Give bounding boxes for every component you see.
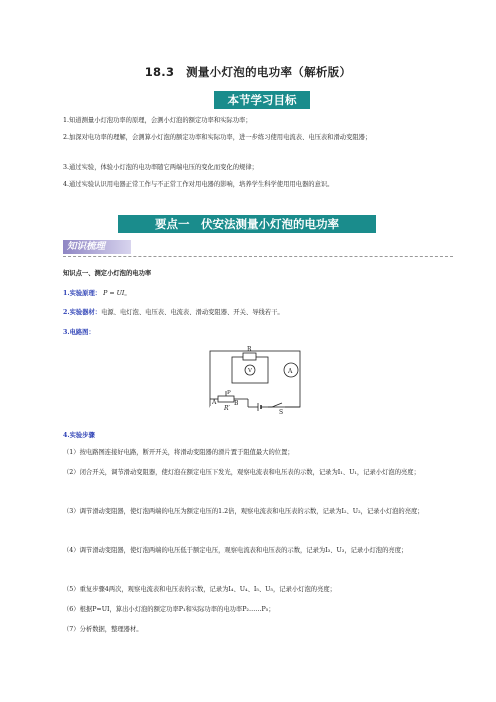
label-B: B: [234, 400, 239, 407]
step-7: （7）分析数据，整理器材。: [63, 626, 143, 633]
step-4: （4）调节滑动变阻器，使灯泡两端的电压低于额定电压，观察电流表和电压表的示数，记录为I₃、U₃，记录小灯泡的亮度；: [63, 547, 408, 554]
step-6: （6）根据P=UI，算出小灯泡的额定功率P₁和实际功率的电功率P₂……P₅；: [63, 606, 275, 613]
objective-4: 4.通过实验认识用电器正常工作与不正常工作对用电器的影响，培养学生科学使用用电器的意识。: [63, 181, 334, 188]
objective-1: 1.知道测量小灯泡功率的原理，会测小灯泡的额定功率和实际功率；: [63, 117, 252, 124]
circuit-diagram: [200, 341, 310, 421]
knowledge-summary-label: 知识梳理: [63, 240, 131, 254]
step-1: （1）按电路图连接好电路，断开开关，将滑动变阻器的滑片置于阻值最大的位置；: [63, 449, 294, 456]
principle-end: 。: [124, 290, 131, 297]
label-Rprime: R′: [224, 405, 230, 412]
principle-label: 1.实验原理：: [63, 290, 102, 297]
label-P: P: [227, 390, 231, 396]
step-5: （5）重复步骤4两次，观察电流表和电压表的示数，记录为I₄、U₄、I₅、U₅，记录小灯泡的亮度；: [63, 586, 336, 593]
equipment-label: 2.实验器材：: [63, 309, 102, 316]
label-R: R: [247, 346, 252, 353]
dashed-divider: [63, 256, 453, 257]
label-V: V: [248, 368, 252, 374]
section-banner-objectives: 本节学习目标: [214, 91, 310, 109]
step-3: （3）调节滑动变阻器，使灯泡两端的电压为额定电压的1.2倍，观察电流表和电压表的示数，记录为I₂、U₂，记录小灯泡的亮度；: [63, 508, 424, 515]
rheostat: [218, 396, 234, 402]
knowledge-point-heading: 知识点一、测定小灯泡的电功率: [63, 270, 152, 277]
label-S: S: [279, 409, 284, 416]
principle-formula: P = UI: [103, 290, 125, 297]
lamp-resistor: [243, 353, 256, 360]
equipment-line: [63, 309, 433, 317]
page-title: 18.3 测量小灯泡的电功率（解析版）: [144, 65, 352, 79]
steps-label: 4.实验步骤: [63, 432, 95, 439]
step-2: （2）闭合开关，调节滑动变阻器，使灯泡在额定电压下发光，观察电流表和电压表的示数，记录为I₁、U₁，记录小灯泡的亮度；: [63, 469, 420, 476]
circuit-label: 3.电路图：: [63, 329, 95, 336]
key-point-banner: 要点一 伏安法测量小灯泡的电功率: [118, 215, 376, 233]
knowledge-summary-header: [63, 238, 453, 258]
label-A-meter: A: [288, 368, 293, 375]
switch-lever: [272, 403, 282, 407]
label-A-end: A: [212, 399, 217, 406]
equipment-text: 电源、电灯泡、电压表、电流表、滑动变阻器、开关、导线若干。: [101, 309, 284, 316]
principle-line: [63, 290, 433, 298]
objective-2: 2.加深对电功率的理解，会测算小灯泡的额定功率和实际功率，进一步练习使用电流表、电压表和滑动变阻器；: [63, 134, 372, 141]
objective-3: 3.通过实验，体验小灯泡的电功率随它两端电压的变化而变化的规律；: [63, 164, 258, 171]
